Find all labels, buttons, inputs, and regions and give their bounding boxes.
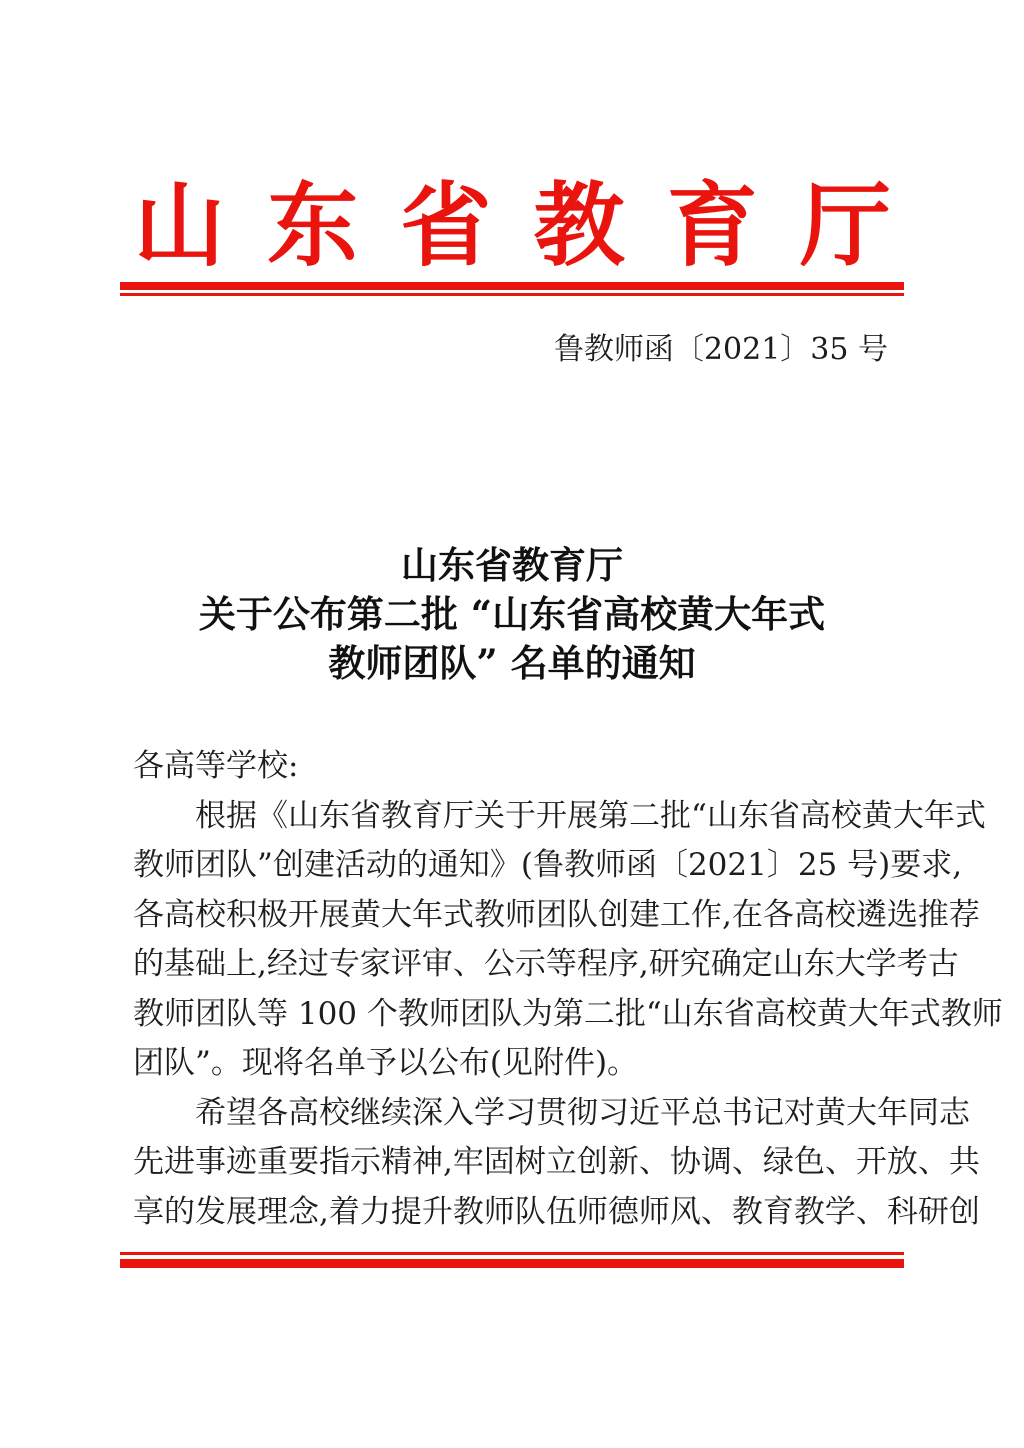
body-line: 各高校积极开展黄大年式教师团队创建工作,在各高校遴选推荐 <box>133 896 980 933</box>
body-line: 教师团队”创建活动的通知》(鲁教师函〔2021〕25 号)要求, <box>133 847 963 883</box>
document-number: 鲁教师函〔2021〕35 号 <box>553 332 888 367</box>
salutation: 各高等学校: <box>133 748 299 784</box>
body-line: 希望各高校继续深入学习贯彻习近平总书记对黄大年同志 <box>195 1094 970 1131</box>
body-line: 的基础上,经过专家评审、公示等程序,研究确定山东大学考古 <box>133 946 959 982</box>
body-line: 享的发展理念,着力提升教师队伍师德师风、教育教学、科研创 <box>133 1193 980 1230</box>
footer-rule-thin <box>120 1252 904 1255</box>
footer-rule-thick <box>120 1259 904 1268</box>
notice-title <box>0 541 1024 688</box>
notice-body <box>133 742 1003 1237</box>
body-line: 根据《山东省教育厅关于开展第二批“山东省高校黄大年式 <box>195 797 986 834</box>
agency-letterhead: 山 东 省 教 育 厅 <box>134 173 891 279</box>
notice-title-line-2: 关于公布第二批 “山东省高校黄大年式 <box>198 592 826 636</box>
body-line: 先进事迹重要指示精神,牢固树立创新、协调、绿色、开放、共 <box>133 1144 980 1180</box>
notice-title-line-1: 山东省教育厅 <box>401 543 623 587</box>
body-line: 团队”。现将名单予以公布(见附件)。 <box>133 1045 639 1081</box>
letterhead-rule-thick <box>120 282 904 290</box>
body-line: 教师团队等 100 个教师团队为第二批“山东省高校黄大年式教师 <box>133 995 1003 1032</box>
notice-title-line-3: 教师团队” 名单的通知 <box>328 641 696 685</box>
letterhead-rule-thin <box>120 293 904 296</box>
